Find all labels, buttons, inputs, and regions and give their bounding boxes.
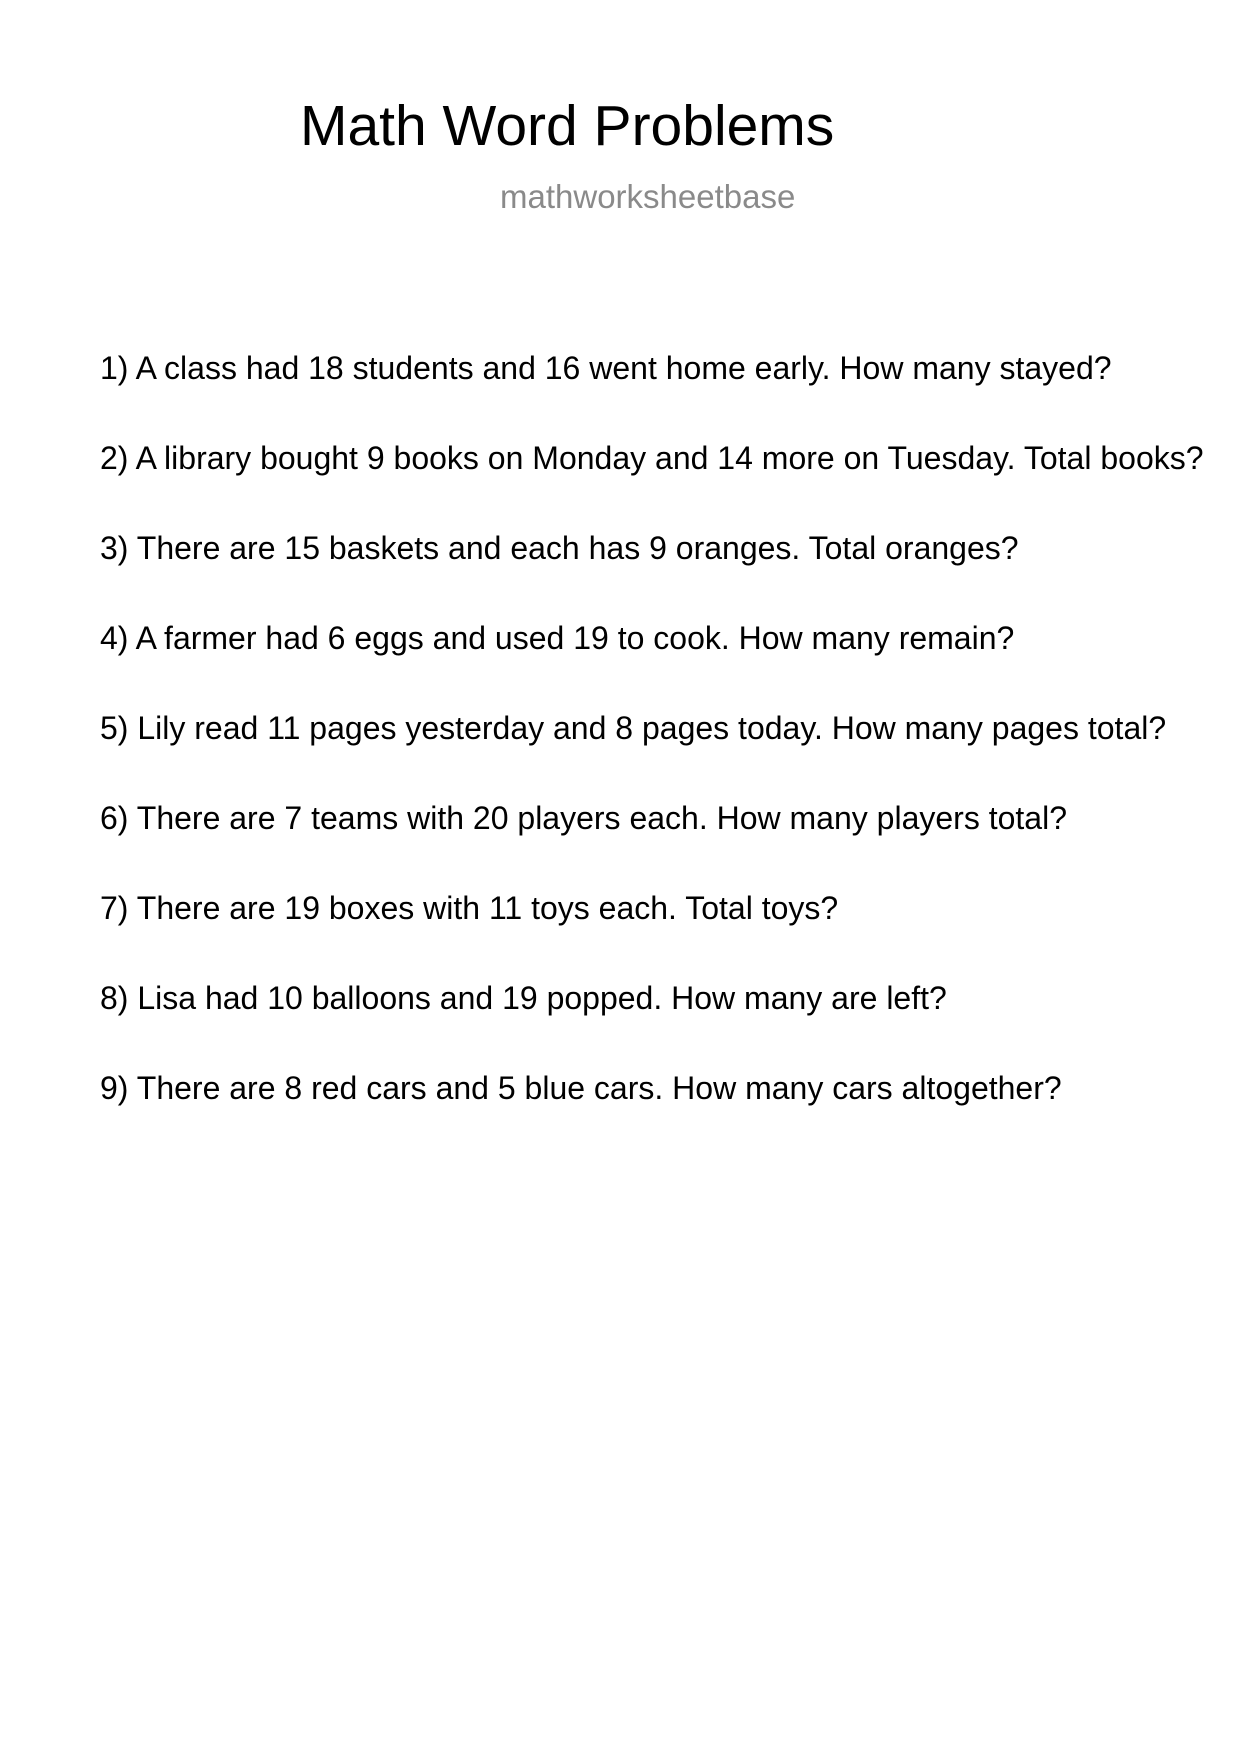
problem-list bbox=[100, 348, 1240, 1158]
page-title: Math Word Problems bbox=[300, 94, 835, 158]
problem-item-9: 9) There are 8 red cars and 5 blue cars. How many cars altogether? bbox=[100, 1070, 1062, 1106]
site-name: mathworksheetbase bbox=[500, 178, 796, 215]
problem-item-6: 6) There are 7 teams with 20 players each. How many players total? bbox=[100, 800, 1067, 836]
problem-item-1: 1) A class had 18 students and 16 went home early. How many stayed? bbox=[100, 350, 1112, 386]
problem-item-4: 4) A farmer had 6 eggs and used 19 to cook. How many remain? bbox=[100, 620, 1015, 656]
problem-item-7: 7) There are 19 boxes with 11 toys each. Total toys? bbox=[100, 890, 839, 926]
problem-item-2: 2) A library bought 9 books on Monday and 14 more on Tuesday. Total books? bbox=[100, 440, 1204, 476]
problem-item-8: 8) Lisa had 10 balloons and 19 popped. How many are left? bbox=[100, 980, 947, 1016]
problem-item-5: 5) Lily read 11 pages yesterday and 8 pages today. How many pages total? bbox=[100, 710, 1167, 746]
problem-item-3: 3) There are 15 baskets and each has 9 oranges. Total oranges? bbox=[100, 530, 1019, 566]
